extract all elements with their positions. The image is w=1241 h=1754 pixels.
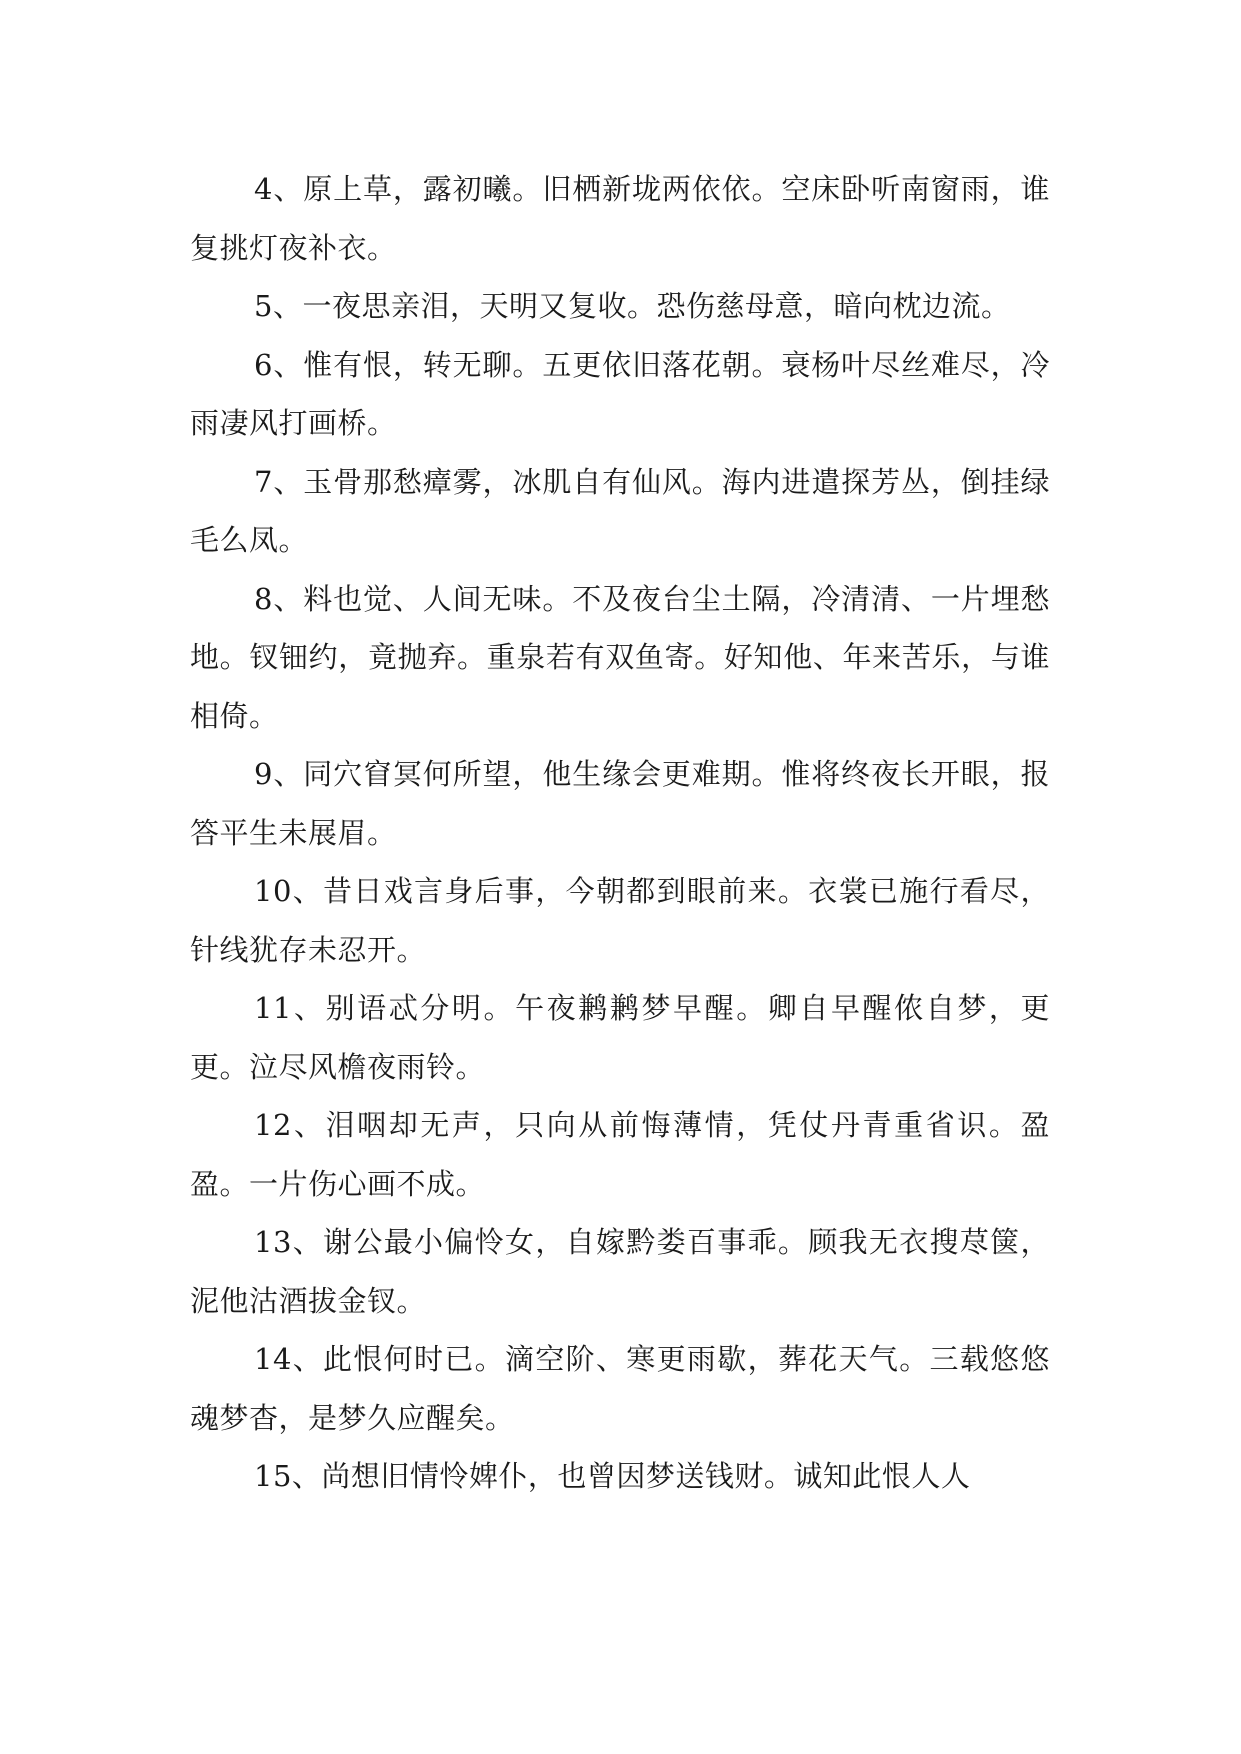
paragraph-4: 4、原上草，露初曦。旧栖新垅两依依。空床卧听南窗雨，谁复挑灯夜补衣。 [190, 172, 1050, 265]
paragraph-10: 10、昔日戏言身后事，今朝都到眼前来。衣裳已施行看尽，针线犹存未忍开。 [190, 874, 1050, 967]
paragraph-13: 13、谢公最小偏怜女，自嫁黔娄百事乖。顾我无衣搜荩箧，泥他沽酒拔金钗。 [190, 1225, 1050, 1318]
document-body [190, 160, 1050, 1506]
paragraph-8: 8、料也觉、人间无味。不及夜台尘土隔，冷清清、一片埋愁地。钗钿约，竟抛弃。重泉若有双鱼寄。好知他、年来苦乐，与谁相倚。 [190, 581, 1050, 733]
paragraph-12: 12、泪咽却无声，只向从前悔薄情，凭仗丹青重省识。盈盈。一片伤心画不成。 [190, 1108, 1050, 1201]
paragraph-14: 14、此恨何时已。滴空阶、寒更雨歇，葬花天气。三载悠悠魂梦杳，是梦久应醒矣。 [190, 1342, 1050, 1435]
paragraph-6: 6、惟有恨，转无聊。五更依旧落花朝。衰杨叶尽丝难尽，冷雨凄风打画桥。 [190, 347, 1050, 440]
paragraph-9: 9、同穴窅冥何所望，他生缘会更难期。惟将终夜长开眼，报答平生未展眉。 [190, 757, 1050, 850]
paragraph-5: 5、一夜思亲泪，天明又复收。恐伤慈母意，暗向枕边流。 [254, 289, 1011, 323]
paragraph-15: 15、尚想旧情怜婢仆，也曾因梦送钱财。诚知此恨人人 [254, 1459, 971, 1493]
paragraph-11: 11、别语忒分明。午夜鹣鹣梦早醒。卿自早醒侬自梦，更更。泣尽风檐夜雨铃。 [190, 991, 1050, 1084]
paragraph-7: 7、玉骨那愁瘴雾，冰肌自有仙风。海内进遣探芳丛，倒挂绿毛么凤。 [190, 464, 1050, 557]
